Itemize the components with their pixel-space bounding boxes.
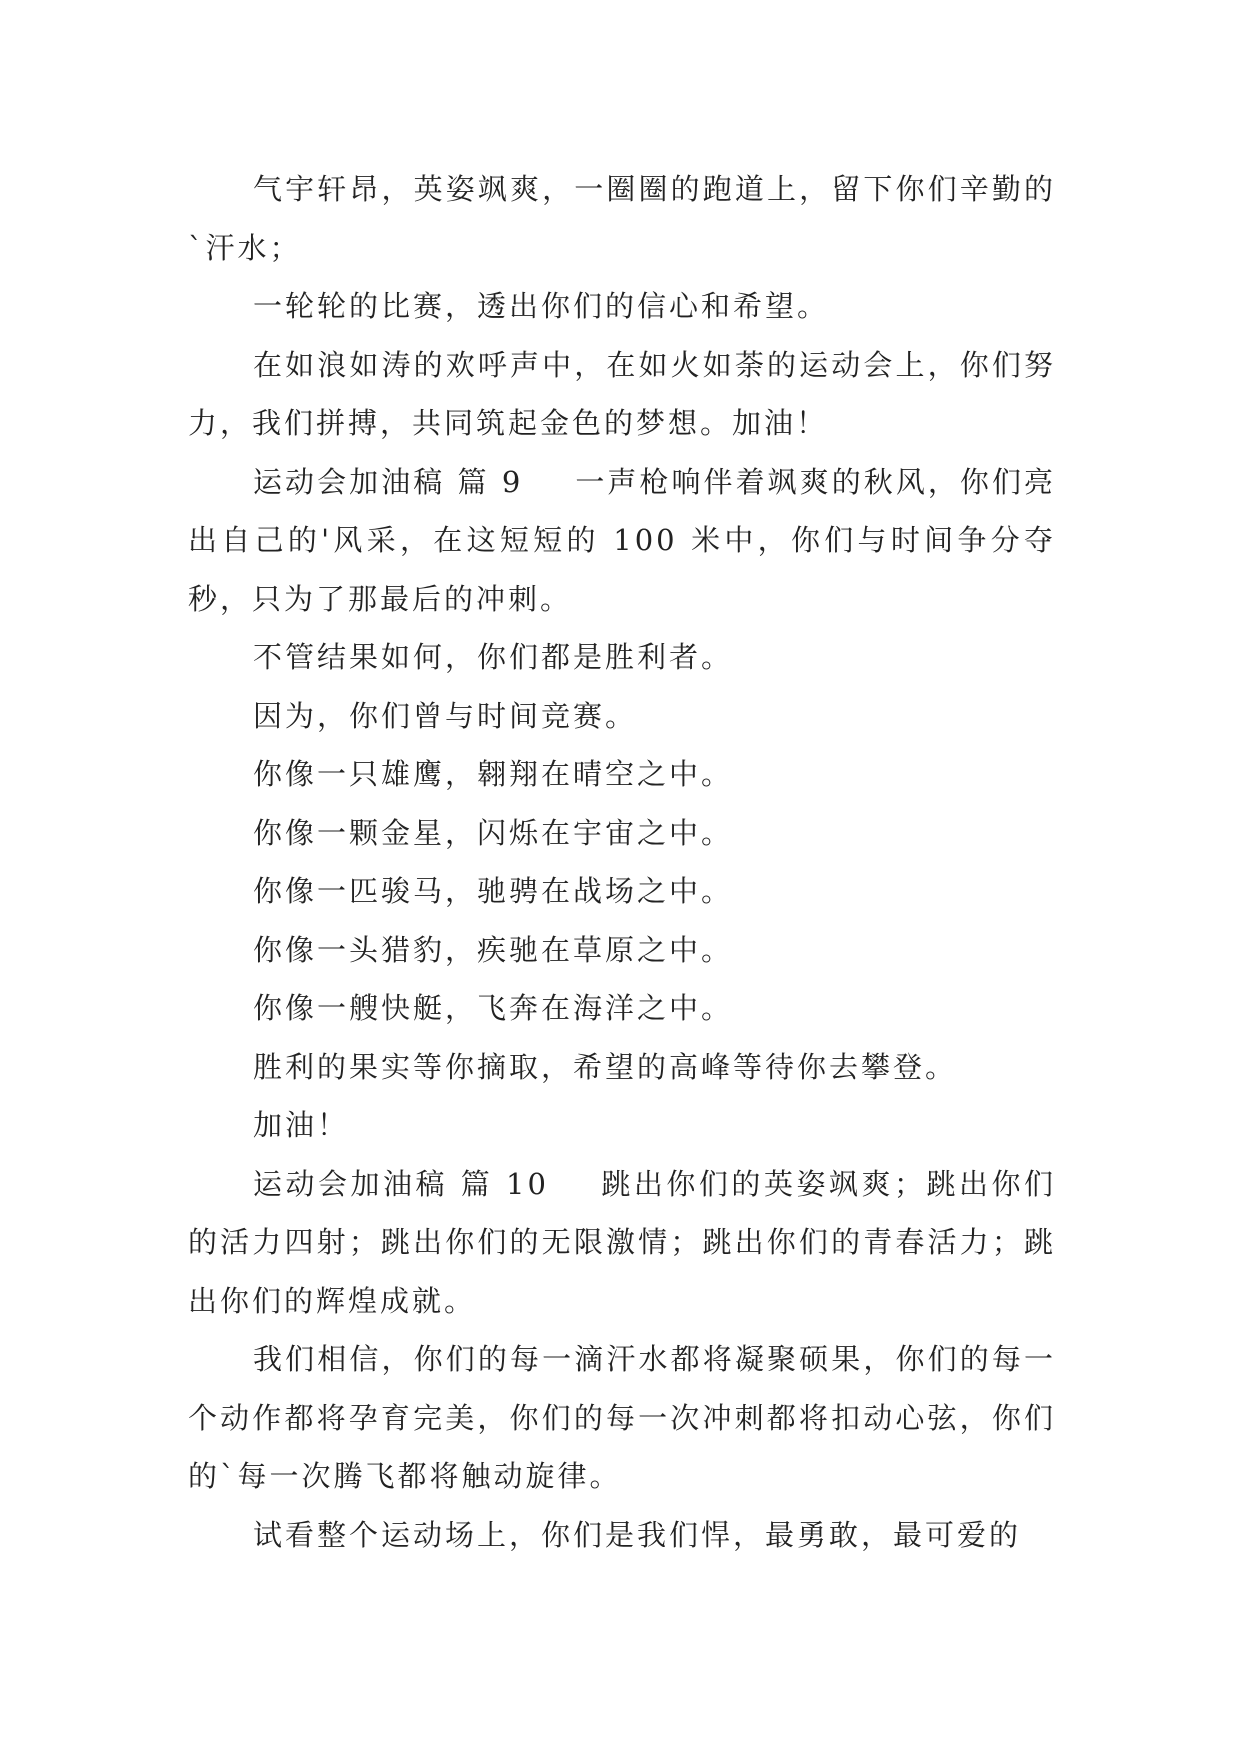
section-heading: 运动会加油稿 篇 9: [253, 464, 524, 499]
paragraph: 在如浪如涛的欢呼声中，在如火如荼的运动会上，你们努力，我们拼搏，共同筑起金色的梦想。加油！: [188, 347, 1056, 440]
paragraph: 你像一匹骏马，驰骋在战场之中。: [253, 874, 734, 908]
paragraph: 一轮轮的比赛，透出你们的信心和希望。: [253, 289, 830, 323]
paragraph: 你像一颗金星，闪烁在宇宙之中。: [253, 815, 734, 850]
paragraph: 我们相信，你们的每一滴汗水都将凝聚硕果，你们的每一个动作都将孕育完美，你们的每一次冲刺都将扣动心弦，你们的`每一次腾飞都将触动旋律。: [188, 1342, 1056, 1493]
paragraph-with-heading: [188, 453, 1056, 629]
paragraph: 试看整个运动场上，你们是我们悍，最勇敢，最可爱的: [253, 1517, 1022, 1552]
document-page: [188, 160, 1056, 1564]
paragraph-text: 跳出你们的英姿飒爽；跳出你们的活力四射；跳出你们的无限激情；跳出你们的青春活力；跳出你们的辉煌成就。: [188, 1166, 1056, 1318]
paragraph: 你像一只雄鹰，翱翔在晴空之中。: [253, 757, 734, 791]
paragraph: 气宇轩昂，英姿飒爽，一圈圈的跑道上，留下你们辛勤的`汗水；: [188, 172, 1056, 265]
paragraph: 胜利的果实等你摘取，希望的高峰等待你去攀登。: [253, 1049, 958, 1084]
paragraph: 你像一头猎豹，疾驰在草原之中。: [253, 932, 734, 967]
paragraph: 加油！: [253, 1108, 350, 1142]
paragraph-with-heading: [188, 1155, 1056, 1331]
paragraph: 你像一艘快艇，飞奔在海洋之中。: [253, 991, 734, 1025]
paragraph: 不管结果如何，你们都是胜利者。: [253, 640, 734, 674]
paragraph-text: 一声枪响伴着飒爽的秋风，你们亮出自己的'风采，在这短短的 100 米中，你们与时间争分夺秒，只为了那最后的冲刺。: [188, 464, 1056, 616]
section-heading: 运动会加油稿 篇 10: [253, 1166, 549, 1201]
paragraph: 因为，你们曾与时间竞赛。: [253, 698, 638, 733]
